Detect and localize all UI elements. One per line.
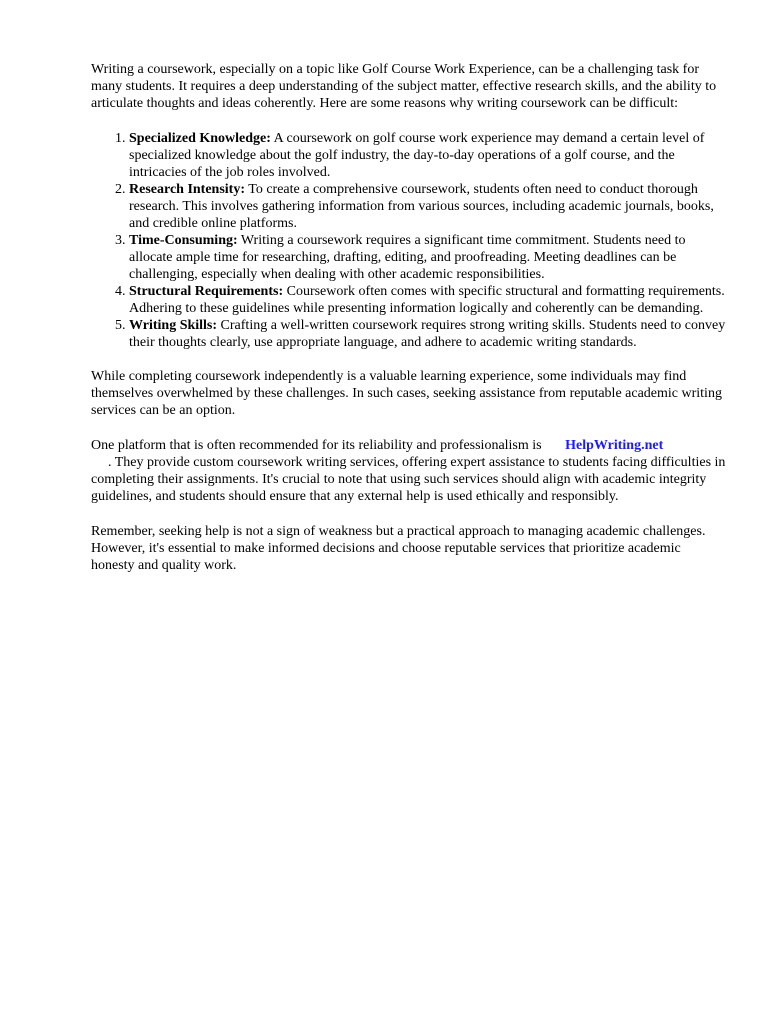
list-item: [129, 181, 727, 232]
reasons-list: [91, 130, 727, 351]
reason-text: Writing a coursework requires a significant time commitment. Students need to allocate ample time for researching, drafting, editing, and proofreading. Meeting deadlines can be challenging, especially when dealing with other academic responsibilities.: [129, 233, 686, 282]
reason-term: Research Intensity:: [129, 182, 246, 197]
reason-term: Specialized Knowledge:: [129, 131, 271, 146]
paragraph-platform: [91, 437, 727, 505]
reason-text: Crafting a well-written coursework requires strong writing skills. Students need to convey their thoughts clearly, use appropriate language, and adhere to academic writing standards.: [129, 318, 726, 350]
reason-term: Time-Consuming:: [129, 233, 238, 248]
reason-text: A coursework on golf course work experience may demand a certain level of specialized knowledge about the golf industry, the day-to-day operations of a golf course, and the intricacies of the job roles involved.: [129, 131, 705, 180]
list-item: [129, 317, 727, 351]
reason-term: Writing Skills:: [129, 318, 218, 333]
helpwriting-link[interactable]: HelpWriting.net: [565, 438, 664, 453]
paragraph-remember: Remember, seeking help is not a sign of weakness but a practical approach to managing academic challenges. However, it's essential to make informed decisions and choose reputable services that prioritize academic honesty and quality work.: [91, 524, 706, 573]
document-page: [91, 61, 727, 592]
reason-text: Coursework often comes with specific structural and formatting requirements. Adhering to these guidelines while presenting information logically and coherently can be demanding.: [129, 284, 725, 316]
reason-text: To create a comprehensive coursework, students often need to conduct thorough research. This involves gathering information from various sources, including academic journals, books, and credible online platforms.: [129, 182, 714, 231]
reason-term: Structural Requirements:: [129, 284, 284, 299]
list-item: [129, 283, 727, 317]
list-item: [129, 232, 727, 283]
list-item: [129, 130, 727, 181]
platform-text-before: One platform that is often recommended for its reliability and professionalism is: [91, 438, 542, 453]
intro-paragraph: Writing a coursework, especially on a topic like Golf Course Work Experience, can be a challenging task for many students. It requires a deep understanding of the subject matter, effective research skills, and the ability to articulate thoughts and ideas coherently. Here are some reasons why writing coursework can be difficult:: [91, 62, 717, 111]
paragraph-assistance: While completing coursework independently is a valuable learning experience, some individuals may find themselves overwhelmed by these challenges. In such cases, seeking assistance from reputable academic writing services can be an option.: [91, 369, 722, 418]
platform-text-after: . They provide custom coursework writing services, offering expert assistance to students facing difficulties in completing their assignments. It's crucial to note that using such services should align with academic integrity guidelines, and students should ensure that any external help is used ethically and responsibly.: [91, 455, 726, 504]
